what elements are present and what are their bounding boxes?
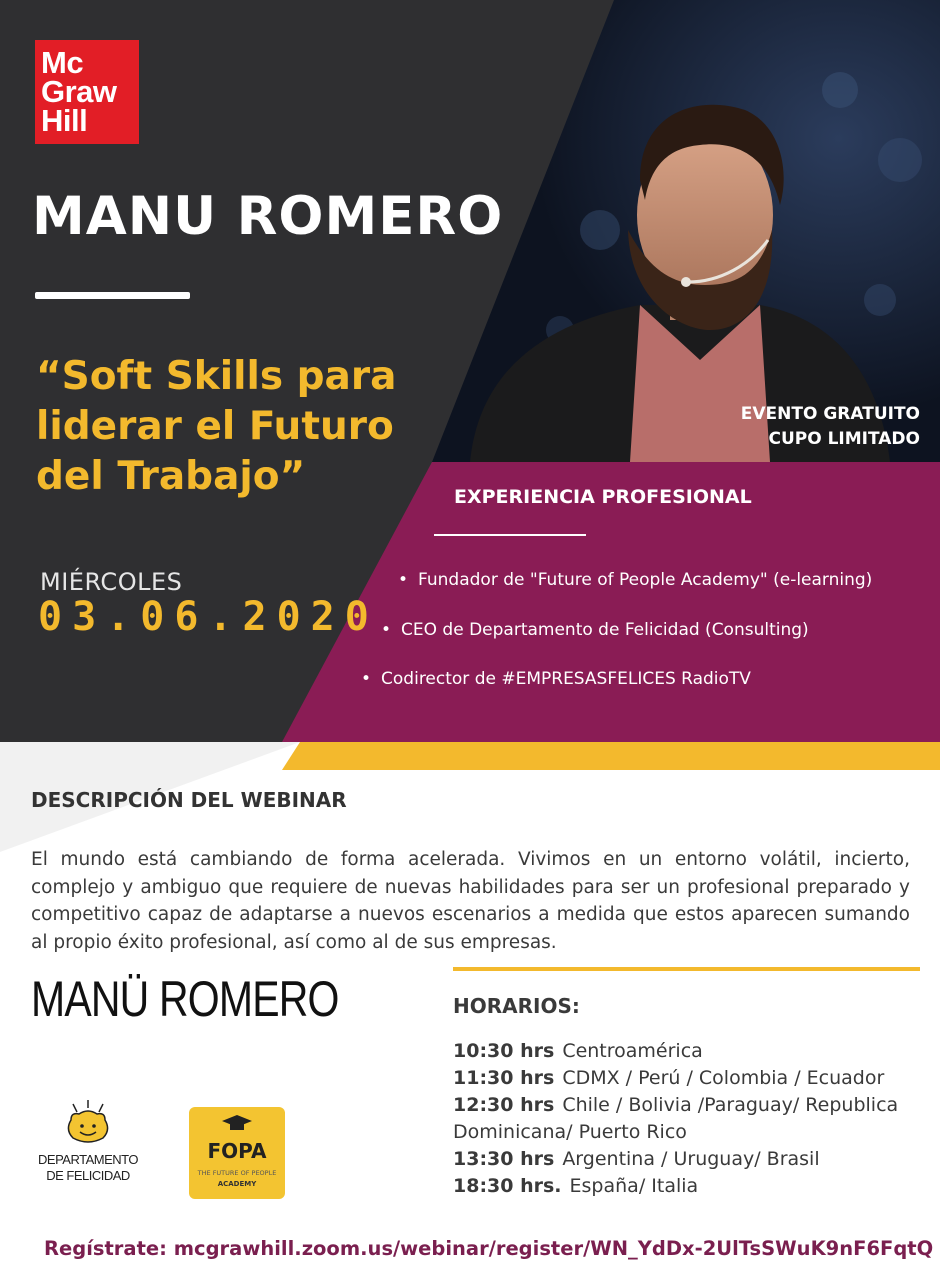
schedule-row: 11:30 hrs CDMX / Perú / Colombia / Ecuador bbox=[453, 1067, 885, 1089]
experience-item: • Codirector de #EMPRESASFELICES RadioTV bbox=[361, 669, 751, 689]
speaker-signature: MANÜ ROMERO bbox=[31, 971, 339, 1027]
register-link[interactable]: Regístrate: mcgrawhill.zoom.us/webinar/register/WN_YdDx-2UlTsSWuK9nF6FqtQ bbox=[44, 1237, 934, 1260]
schedule-row: 13:30 hrs Argentina / Uruguay/ Brasil bbox=[453, 1148, 820, 1170]
fopa-subtitle: THE FUTURE OF PEOPLE bbox=[197, 1169, 277, 1177]
felicidad-label: DEPARTAMENTO DE FELICIDAD bbox=[38, 1152, 138, 1183]
schedule-heading: HORARIOS: bbox=[453, 994, 580, 1018]
felicidad-logo bbox=[38, 1098, 138, 1184]
description-heading: DESCRIPCIÓN DEL WEBINAR bbox=[31, 788, 347, 812]
description-body: El mundo está cambiando de forma acelerada. Vivimos en un entorno volátil, incierto, complejo y ambiguo que requiere de nuevas habilidades para ser un profesional preparado y competitivo capaz de adaptarse a nuevos escenarios a medida que estos aparecen sumando al propio éxito profesional, así como al de sus empresas. bbox=[31, 849, 910, 953]
event-date: 03.06.2020 bbox=[38, 594, 379, 640]
schedule-row: 10:30 hrs Centroamérica bbox=[453, 1040, 703, 1062]
schedule-row: 12:30 hrs Chile / Bolivia /Paraguay/ Republica Dominicana/ Puerto Rico bbox=[453, 1094, 899, 1143]
experience-divider bbox=[434, 534, 586, 536]
fopa-subtitle-2: ACADEMY bbox=[217, 1180, 257, 1188]
experience-item: • Fundador de "Future of People Academy" (e-learning) bbox=[398, 570, 872, 590]
free-event-badge bbox=[741, 402, 920, 452]
schedule-divider bbox=[453, 967, 920, 971]
fopa-title: FOPA bbox=[207, 1139, 267, 1163]
talk-title: “Soft Skills para liderar el Futuro del Trabajo” bbox=[36, 354, 397, 499]
experience-heading: EXPERIENCIA PROFESIONAL bbox=[454, 486, 752, 508]
badge-line-1: EVENTO GRATUITO bbox=[740, 404, 920, 424]
badge-line-2: CUPO LIMITADO bbox=[768, 429, 920, 449]
schedule-list bbox=[453, 1038, 923, 1200]
smiley-icon bbox=[53, 1098, 123, 1148]
fopa-logo bbox=[189, 1107, 285, 1199]
graduation-cap-icon bbox=[220, 1113, 254, 1133]
experience-item: • CEO de Departamento de Felicidad (Consulting) bbox=[381, 620, 809, 640]
speaker-name: MANU ROMERO bbox=[32, 186, 504, 247]
yellow-stripe bbox=[282, 742, 940, 770]
event-weekday: MIÉRCOLES bbox=[40, 568, 183, 596]
name-divider bbox=[35, 292, 190, 299]
schedule-row: 18:30 hrs. España/ Italia bbox=[453, 1175, 699, 1197]
mcgraw-hill-logo: Mc Graw Hill bbox=[35, 40, 139, 144]
